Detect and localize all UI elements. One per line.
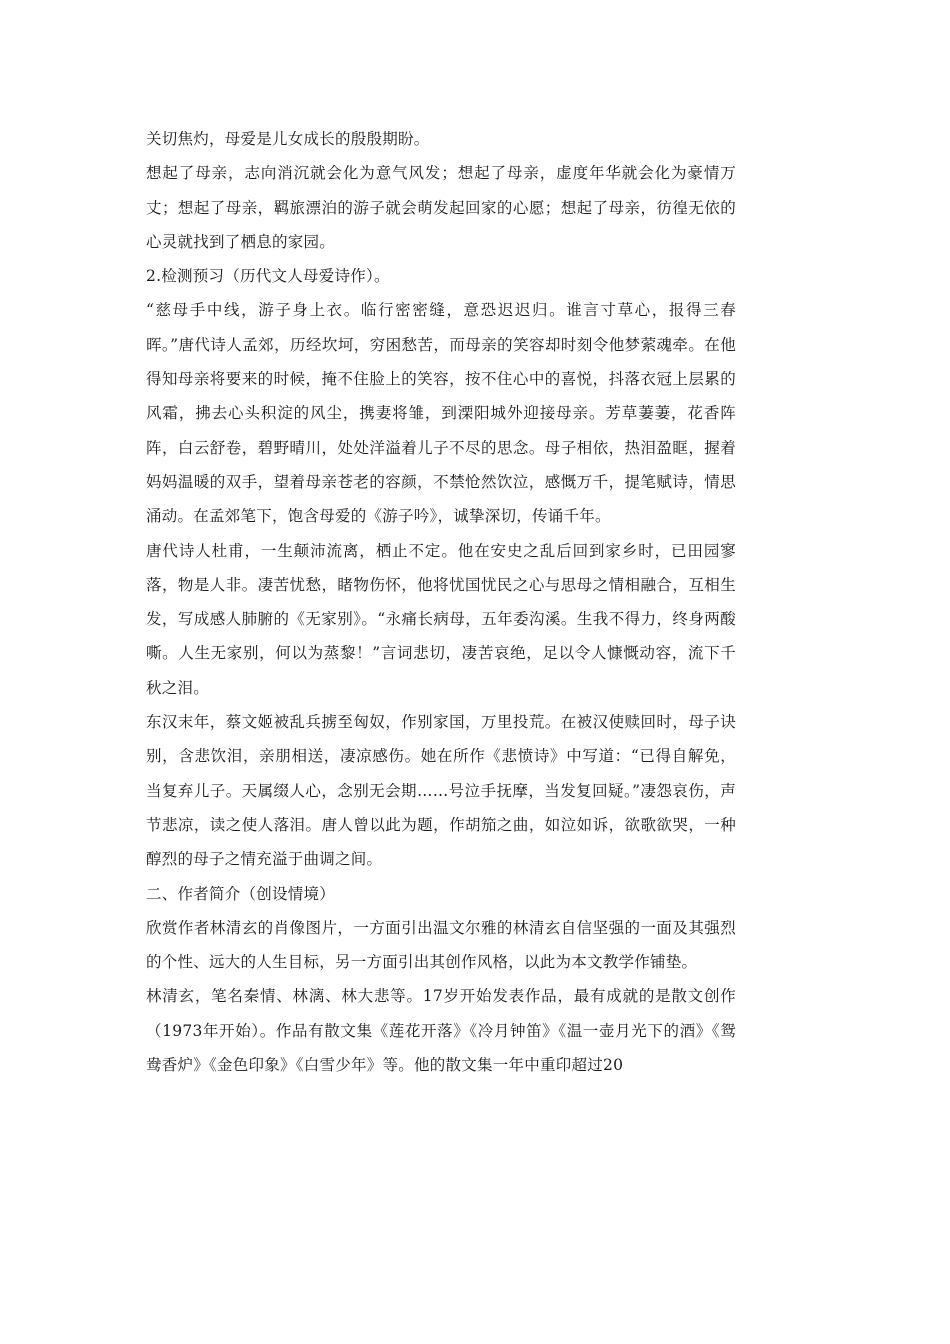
document-body xyxy=(146,122,736,1082)
paragraph-du-fu: 唐代诗人杜甫，一生颠沛流离，栖止不定。他在安史之乱后回到家乡时，已田园寥落，物是人非。凄苦忧愁，睹物伤怀，他将忧国忧民之心与思母之情相融合，互相生发，写成感人肺腑的《无家别》。“永痛长病母，五年委沟溪。生我不得力，终身两酸嘶。人生无家别，何以为蒸黎！”言词悲切，凄苦哀绝，足以令人慷慨动容，流下千秋之泪。 xyxy=(146,541,736,697)
paragraph-meng-jiao: “慈母手中线，游子身上衣。临行密密缝，意恐迟迟归。谁言寸草心，报得三春晖。”唐代诗人孟郊，历经坎坷，穷困愁苦，而母亲的笑容却时刻令他梦萦魂牵。在他得知母亲将要来的时候，掩不住脸上的笑容，按不住心中的喜悦，抖落衣冠上层累的风霜，拂去心头积淀的风尘，携妻将雏，到溧阳城外迎接母亲。芳草萋萋，花香阵阵，白云舒卷，碧野晴川，处处洋溢着儿子不尽的思念。母子相依，热泪盈眶，握着妈妈温暖的双手，望着母亲苍老的容颜，不禁怆然饮泣，感慨万千，提笔赋诗，情思涌动。在孟郊笔下，饱含母爱的《游子吟》，诚挚深切，传诵千年。 xyxy=(146,301,736,526)
section-heading-author-intro: 二、作者简介（创设情境） xyxy=(146,884,336,903)
paragraph-mother-love-intro: 关切焦灼，母爱是儿女成长的殷殷期盼。 xyxy=(146,130,430,148)
paragraph-cai-wenji: 东汉末年，蔡文姬被乱兵掳至匈奴，作别家国，万里投荒。在被汉使赎回时，母子诀别，含悲饮泪，亲朋相送，凄凉感伤。她在所作《悲愤诗》中写道：“已得自解免，当复弃儿子。天属缀人心，念别无会期……号泣手抚摩，当发复回疑。”凄怨哀伤，声节悲凉，读之使人落泪。唐人曾以此为题，作胡笳之曲，如泣如诉，欲歌欲哭，一种醇烈的母子之情充溢于曲调之间。 xyxy=(146,713,736,869)
paragraph-portrait-appreciation: 欣赏作者林清玄的肖像图片，一方面引出温文尔雅的林清玄自信坚强的一面及其强烈的个性、远大的人生目标，另一方面引出其创作风格，以此为本文教学作铺垫。 xyxy=(146,918,736,972)
paragraph-lin-qingxuan-bio: 林清玄，笔名秦情、林漓、林大悲等。17岁开始发表作品，最有成就的是散文创作（1973年开始）。作品有散文集《莲花开落》《冷月钟笛》《温一壶月光下的酒》《鸳鸯香炉》《金色印象》《白雪少年》等。他的散文集一年中重印超过20 xyxy=(146,987,736,1075)
section-heading-preview-check: 2.检测预习（历代文人母爱诗作）。 xyxy=(146,267,390,286)
paragraph-remember-mother: 想起了母亲，志向消沉就会化为意气风发；想起了母亲，虚度年华就会化为豪情万丈；想起了母亲，羁旅漂泊的游子就会萌发起回家的心愿；想起了母亲，彷徨无依的心灵就找到了栖息的家园。 xyxy=(146,164,736,251)
